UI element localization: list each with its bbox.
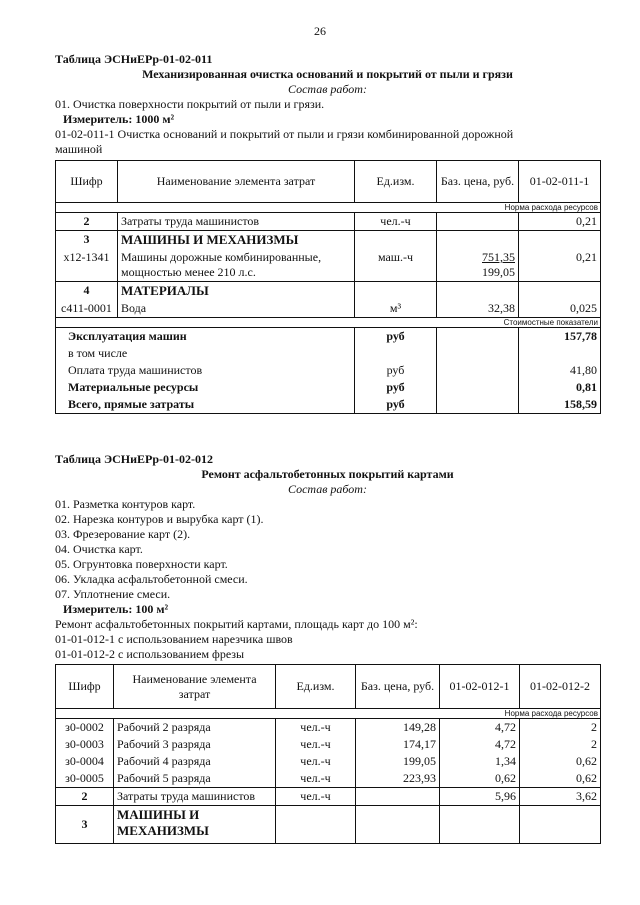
t2-labor-v1: 5,96	[440, 788, 520, 806]
t1-header-code: Шифр	[56, 161, 118, 203]
t2-mach-v2	[520, 806, 601, 844]
t1-water-name: Вода	[118, 300, 355, 318]
t2-mach-v1	[440, 806, 520, 844]
t2-header-col2: 01-02-012-2	[520, 665, 601, 709]
t1-labor-name: Затраты труда машинистов	[118, 213, 355, 231]
t1-sum1-unit	[355, 345, 437, 362]
t2-w0-v1: 4,72	[440, 719, 520, 737]
t1-labor-value: 0,21	[519, 213, 601, 231]
t2-mach-code: 3	[56, 806, 114, 844]
table2-measure: Измеритель: 100 м²	[63, 602, 169, 616]
t1-mat-value	[519, 282, 601, 301]
t1-sum3-value: 0,81	[519, 379, 601, 396]
t1-sum4-name: Всего, прямые затраты	[56, 396, 355, 414]
t2-w1-v2: 2	[520, 736, 601, 753]
t1-mach-name: МАШИНЫ И МЕХАНИЗМЫ	[118, 231, 355, 250]
t1-water-unit: м³	[355, 300, 437, 318]
t2-w1-v1: 4,72	[440, 736, 520, 753]
table2-work-4: 04. Очистка карт.	[55, 542, 143, 556]
t2-mach-name	[114, 806, 276, 844]
t1-labor-code: 2	[56, 213, 118, 231]
t1-m1-name-l1: Машины дорожные комбинированные,	[121, 250, 322, 264]
t1-sum1-value	[519, 345, 601, 362]
t1-sum3-price	[437, 379, 519, 396]
t1-header-unit: Ед.изм.	[355, 161, 437, 203]
t2-mach-name-l2: МЕХАНИЗМЫ	[117, 823, 209, 838]
t1-m1-price2: 199,05	[482, 265, 515, 279]
t1-m1-code: х12-1341	[56, 249, 118, 282]
t2-mach-name-l1: МАШИНЫ И	[117, 807, 200, 822]
table1-desc-line1: 01-02-011-1 Очистка оснований и покрытий от пыли и грязи комбинированной дорожной	[55, 127, 514, 141]
t2-w2-code: з0-0004	[56, 753, 114, 770]
t1-sum4-price	[437, 396, 519, 414]
table2-work-5: 05. Огрунтовка поверхности карт.	[55, 557, 228, 571]
table2-header-block	[55, 452, 600, 662]
t1-sum3-name: Материальные ресурсы	[56, 379, 355, 396]
t2-w2-v1: 1,34	[440, 753, 520, 770]
t2-w0-unit: чел.-ч	[276, 719, 356, 737]
t2-w2-v2: 0,62	[520, 753, 601, 770]
t2-w0-v2: 2	[520, 719, 601, 737]
table2-composition-label: Состав работ:	[288, 482, 367, 496]
t2-w3-name: Рабочий 5 разряда	[114, 770, 276, 788]
t2-w2-name: Рабочий 4 разряда	[114, 753, 276, 770]
t1-mach-price	[437, 231, 519, 250]
table1-desc-line2: машиной	[55, 142, 103, 156]
t2-header-col1: 01-02-012-1	[440, 665, 520, 709]
table2-subtitle: Ремонт асфальтобетонных покрытий картами	[201, 467, 454, 481]
t1-mat-price	[437, 282, 519, 301]
table2-work-6: 06. Укладка асфальтобетонной смеси.	[55, 572, 248, 586]
t2-labor-unit: чел.-ч	[276, 788, 356, 806]
t1-sum0-unit: руб	[355, 328, 437, 346]
t1-sum4-value: 158,59	[519, 396, 601, 414]
t1-header-price: Баз. цена, руб.	[437, 161, 519, 203]
table2-desc-2: 01-01-012-1 с использованием нарезчика швов	[55, 632, 293, 646]
t1-m1-price1: 751,35	[482, 250, 515, 264]
t2-w2-price: 199,05	[356, 753, 440, 770]
t1-sum3-unit: руб	[355, 379, 437, 396]
t1-mach-unit	[355, 231, 437, 250]
t2-w1-code: з0-0003	[56, 736, 114, 753]
t2-labor-v2: 3,62	[520, 788, 601, 806]
t1-water-value: 0,025	[519, 300, 601, 318]
t2-labor-name: Затраты труда машинистов	[114, 788, 276, 806]
t2-w3-price: 223,93	[356, 770, 440, 788]
t2-w1-unit: чел.-ч	[276, 736, 356, 753]
t2-header-code: Шифр	[56, 665, 114, 709]
table2-work-7: 07. Уплотнение смеси.	[55, 587, 171, 601]
t1-sum2-unit: руб	[355, 362, 437, 379]
t1-sum0-value: 157,78	[519, 328, 601, 346]
t1-mat-unit	[355, 282, 437, 301]
table2-desc-1: Ремонт асфальтобетонных покрытий картами, площадь карт до 100 м²:	[55, 617, 418, 631]
table1-composition-label: Состав работ:	[288, 82, 367, 96]
t2-w3-v1: 0,62	[440, 770, 520, 788]
t1-sum1-price	[437, 345, 519, 362]
t1-sum2-name: Оплата труда машинистов	[56, 362, 355, 379]
t2-header-unit: Ед.изм.	[276, 665, 356, 709]
t1-m1-unit: маш.-ч	[355, 249, 437, 282]
t1-sum0-name: Эксплуатация машин	[56, 328, 355, 346]
table2-work-3: 03. Фрезерование карт (2).	[55, 527, 191, 541]
table1-work-1: 01. Очистка поверхности покрытий от пыли и грязи.	[55, 97, 325, 111]
t1-cost-label: Стоимостные показатели	[56, 318, 601, 328]
table1	[55, 160, 600, 414]
t2-mach-unit	[276, 806, 356, 844]
table2	[55, 664, 600, 844]
t1-water-price: 32,38	[437, 300, 519, 318]
t1-norm-label: Норма расхода ресурсов	[56, 203, 601, 213]
t2-w2-unit: чел.-ч	[276, 753, 356, 770]
t1-mat-name: МАТЕРИАЛЫ	[118, 282, 355, 301]
t1-sum1-name: в том числе	[56, 345, 355, 362]
t2-w0-price: 149,28	[356, 719, 440, 737]
table2-desc-3: 01-01-012-2 с использованием фрезы	[55, 647, 245, 661]
t2-w3-code: з0-0005	[56, 770, 114, 788]
t2-w0-code: з0-0002	[56, 719, 114, 737]
t1-header-name: Наименование элемента затрат	[118, 161, 355, 203]
t1-m1-price	[437, 249, 519, 282]
t1-labor-unit: чел.-ч	[355, 213, 437, 231]
t2-w3-unit: чел.-ч	[276, 770, 356, 788]
t1-mach-value	[519, 231, 601, 250]
table2-work-1: 01. Разметка контуров карт.	[55, 497, 196, 511]
t2-w3-v2: 0,62	[520, 770, 601, 788]
t1-water-code: с411-0001	[56, 300, 118, 318]
t1-m1-value: 0,21	[519, 249, 601, 282]
t1-sum2-value: 41,80	[519, 362, 601, 379]
table2-title: Таблица ЭСНиЕРр-01-02-012	[55, 452, 214, 466]
t2-norm-label: Норма расхода ресурсов	[56, 709, 601, 719]
t1-mat-code: 4	[56, 282, 118, 301]
table1-measure: Измеритель: 1000 м²	[63, 112, 175, 126]
t1-sum0-price	[437, 328, 519, 346]
t1-header-col1: 01-02-011-1	[519, 161, 601, 203]
table2-work-2: 02. Нарезка контуров и вырубка карт (1).	[55, 512, 264, 526]
t2-w0-name: Рабочий 2 разряда	[114, 719, 276, 737]
t1-sum2-price	[437, 362, 519, 379]
t1-mach-code: 3	[56, 231, 118, 250]
t2-labor-code: 2	[56, 788, 114, 806]
t2-w1-price: 174,17	[356, 736, 440, 753]
t1-labor-price	[437, 213, 519, 231]
table1-header-block	[55, 52, 600, 157]
t2-w1-name: Рабочий 3 разряда	[114, 736, 276, 753]
t2-labor-price	[356, 788, 440, 806]
t1-sum4-unit: руб	[355, 396, 437, 414]
t2-header-price: Баз. цена, руб.	[356, 665, 440, 709]
t2-mach-price	[356, 806, 440, 844]
table1-subtitle: Механизированная очистка оснований и покрытий от пыли и грязи	[142, 67, 513, 81]
table1-title: Таблица ЭСНиЕРр-01-02-011	[55, 52, 213, 66]
t1-m1-name	[118, 249, 355, 282]
t1-m1-name-l2: мощностью менее 210 л.с.	[121, 265, 256, 279]
t2-header-name: Наименование элемента затрат	[114, 665, 276, 709]
page-number: 26	[314, 24, 326, 38]
